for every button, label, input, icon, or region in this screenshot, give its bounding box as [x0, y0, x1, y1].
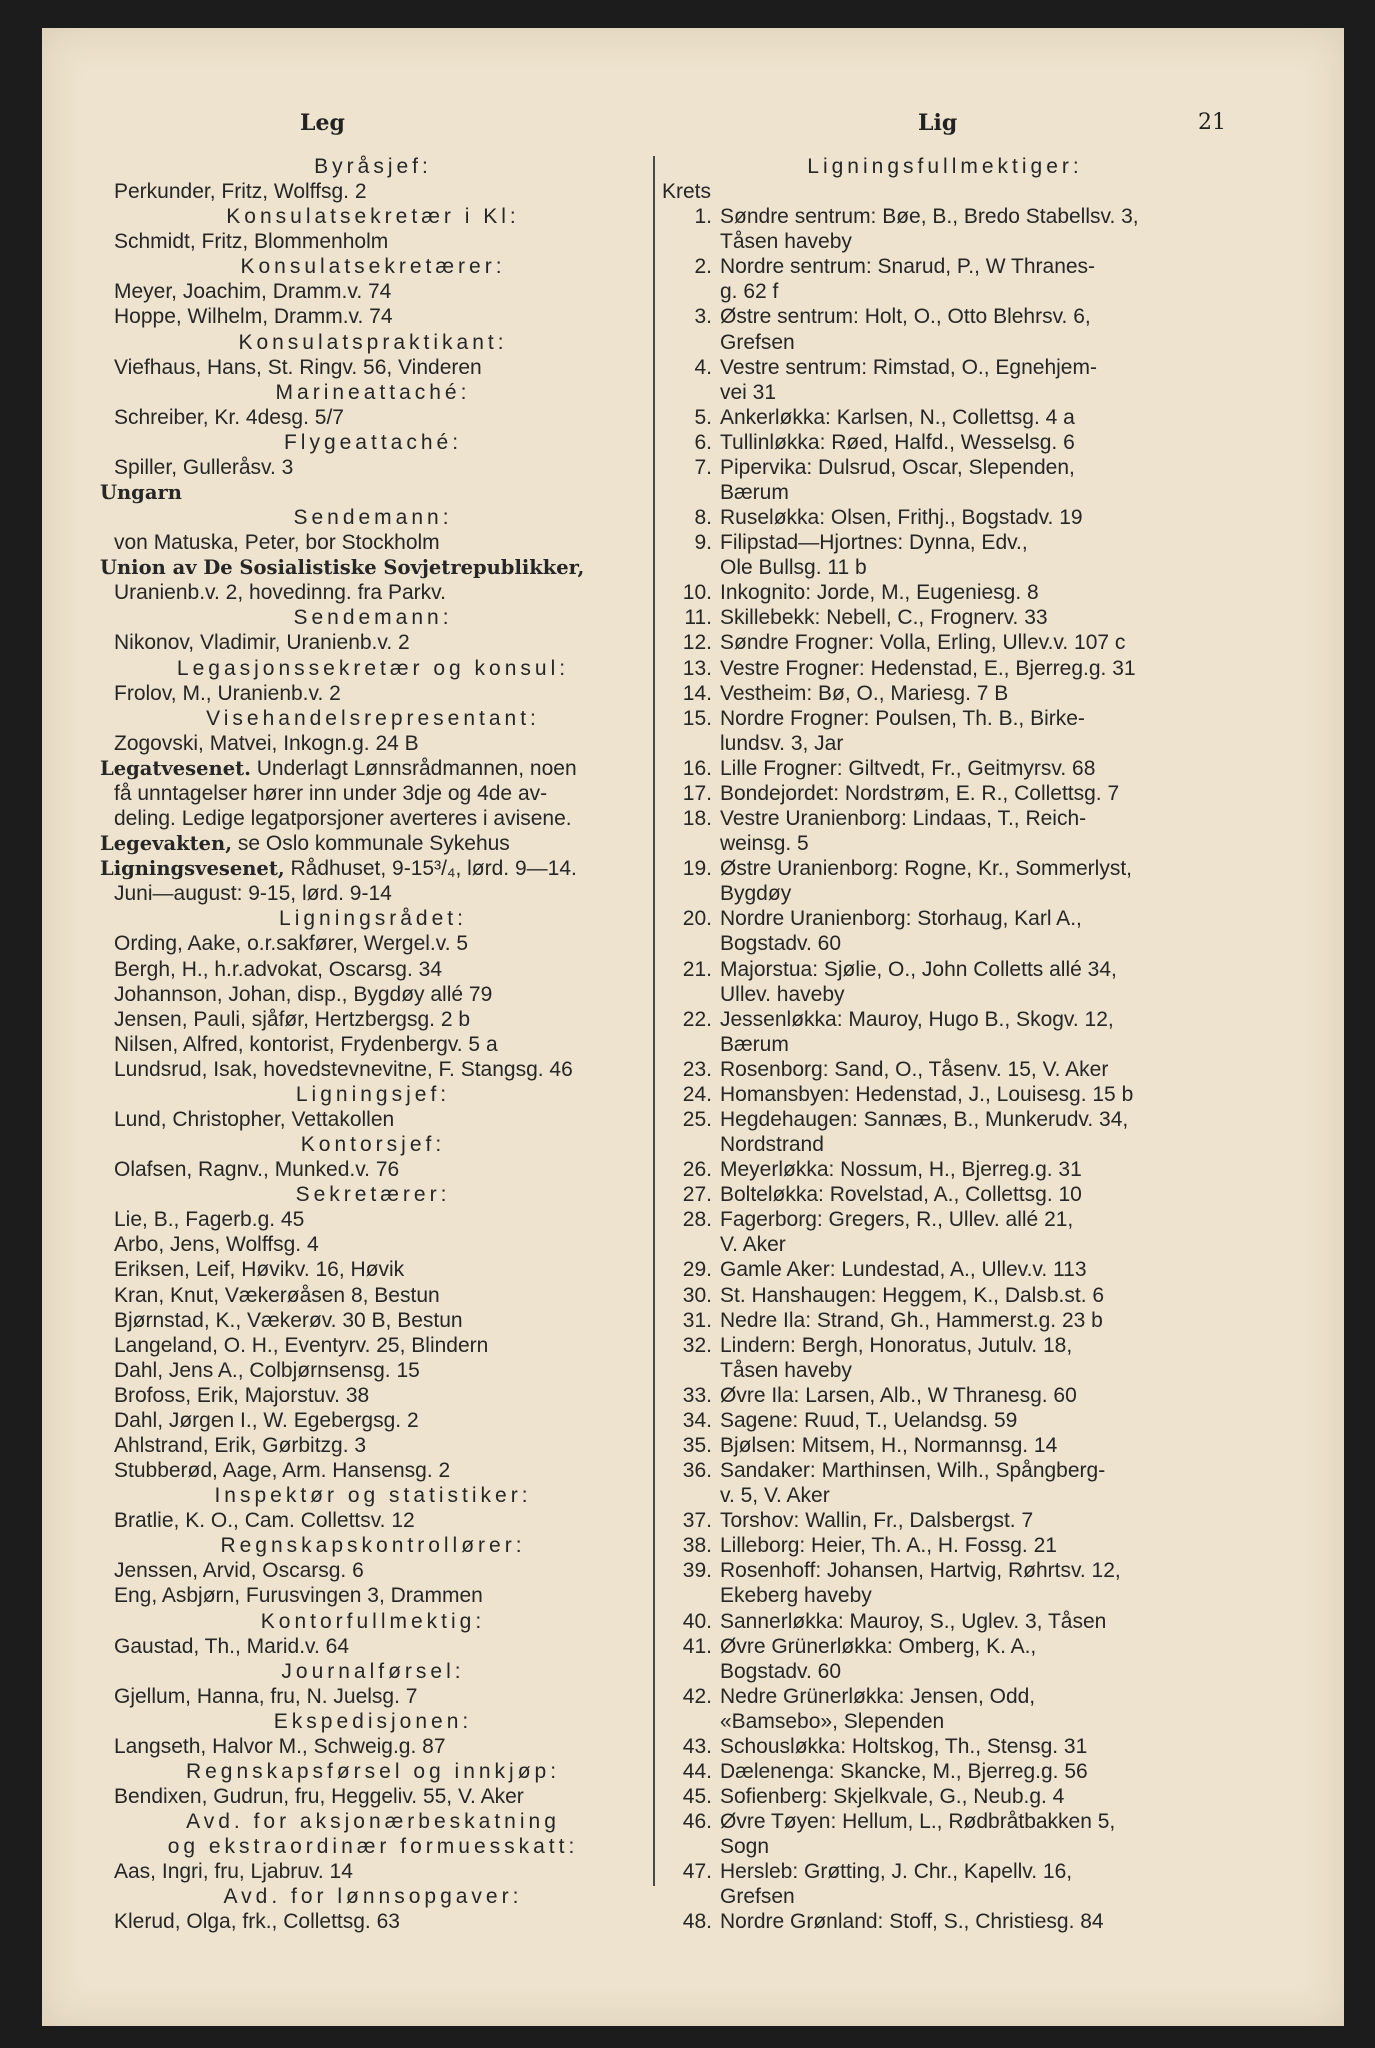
continuation-text: weinsg. 5 [720, 832, 809, 856]
district-entry [662, 806, 1228, 831]
district-number: 41. [682, 1634, 712, 1658]
directory-entry: Eriksen, Leif, Høvikv. 16, Høvik [114, 1258, 405, 1282]
directory-entry: Gjellum, Hanna, fru, N. Juelsg. 7 [114, 1684, 418, 1708]
district-number: 24. [682, 1082, 712, 1106]
district-number: 39. [682, 1559, 712, 1583]
district-number: 14. [682, 681, 712, 705]
district-entry [662, 1308, 1228, 1333]
district-entry [662, 1107, 1228, 1132]
district-number: 23. [682, 1057, 712, 1081]
district-text: Vestre Frogner: Hedenstad, E., Bjerreg.g. 31 [720, 656, 1136, 680]
district-entry [662, 1533, 1228, 1558]
district-continuation [662, 330, 1228, 355]
district-entry [662, 1809, 1228, 1834]
district-entry [662, 1408, 1228, 1433]
directory-entry: Hoppe, Wilhelm, Dramm.v. 74 [114, 305, 393, 329]
district-text: Øvre Ila: Larsen, Alb., W Thranesg. 60 [720, 1383, 1077, 1407]
district-number: 34. [682, 1408, 712, 1432]
section-heading: Avd. for aksjonærbeskatning [186, 1810, 560, 1834]
section-heading: Konsulatsekretær i Kl: [226, 205, 520, 229]
directory-entry: von Matuska, Peter, bor Stockholm [114, 531, 440, 555]
district-continuation [662, 279, 1228, 304]
directory-entry: Schreiber, Kr. 4desg. 5/7 [114, 405, 344, 429]
continuation-text: Nordstrand [720, 1133, 824, 1157]
continuation-text: Bogstadv. 60 [720, 1659, 842, 1683]
district-number: 19. [682, 857, 712, 881]
directory-entry: Arbo, Jens, Wolffsg. 4 [114, 1233, 319, 1257]
district-number: 32. [682, 1333, 712, 1357]
directory-entry: Lie, B., Fagerb.g. 45 [114, 1208, 305, 1232]
district-number: 42. [682, 1684, 712, 1708]
district-entry [662, 1207, 1228, 1232]
district-entry [662, 1458, 1228, 1483]
continuation-text: V. Aker [720, 1233, 786, 1257]
district-number: 7. [694, 455, 712, 479]
directory-entry: Perkunder, Fritz, Wolffsg. 2 [114, 180, 367, 204]
section-heading: Flygeattaché: [283, 430, 463, 454]
district-number: 25. [682, 1107, 712, 1131]
district-entry [662, 1859, 1228, 1884]
district-text: Inkognito: Jorde, M., Eugeniesg. 8 [720, 581, 1039, 605]
district-text: Hegdehaugen: Sannæs, B., Munkerudv. 34, [720, 1107, 1129, 1131]
directory-entry: Bratlie, K. O., Cam. Collettsv. 12 [114, 1509, 415, 1533]
district-text: Lilleborg: Heier, Th. A., H. Fossg. 21 [720, 1534, 1057, 1558]
district-text: Vestheim: Bø, O., Mariesg. 7 B [720, 681, 1009, 705]
district-continuation [662, 831, 1228, 856]
district-number: 10. [682, 581, 712, 605]
district-text: Nordre Grønland: Stoff, S., Christiesg. 84 [720, 1910, 1104, 1934]
district-number: 44. [682, 1760, 712, 1783]
district-continuation [662, 1834, 1228, 1859]
district-text: Nedre Grünerløkka: Jensen, Odd, [720, 1684, 1036, 1708]
district-text: Sofienberg: Skjelkvale, G., Neub.g. 4 [720, 1785, 1065, 1809]
directory-entry: Dahl, Jens A., Colbjørnsensg. 15 [114, 1358, 420, 1382]
section-heading: Sendemann: [293, 506, 453, 530]
directory-page [42, 28, 1344, 2026]
right-column [662, 154, 1228, 1935]
district-text: Ankerløkka: Karlsen, N., Collettsg. 4 a [720, 405, 1075, 429]
district-entry [662, 1909, 1228, 1934]
district-entry [662, 405, 1228, 430]
district-entry [662, 1734, 1228, 1759]
district-entry [662, 856, 1228, 881]
district-number: 5. [694, 405, 712, 429]
district-entry [662, 1057, 1228, 1082]
district-continuation [662, 229, 1228, 254]
directory-entry: Jensen, Pauli, sjåfør, Hertzbergsg. 2 b [114, 1007, 471, 1031]
district-number: 8. [694, 506, 712, 530]
directory-entry: Nikonov, Vladimir, Uranienb.v. 2 [114, 631, 410, 655]
section-heading: Regnskapsførsel og innkjøp: [185, 1760, 561, 1783]
section-heading: Visehandelsrepresentant: [206, 706, 540, 730]
district-entry [662, 430, 1228, 455]
district-number: 27. [682, 1183, 712, 1207]
district-text: Sandaker: Marthinsen, Wilh., Spångberg- [720, 1459, 1106, 1483]
directory-entry: Zogovski, Matvei, Inkogn.g. 24 B [114, 731, 419, 755]
section-heading: Byråsjef: [314, 155, 432, 178]
district-number: 31. [682, 1308, 712, 1332]
district-entry [662, 1157, 1228, 1182]
district-entry [662, 1333, 1228, 1358]
directory-entry: Stubberød, Aage, Arm. Hansensg. 2 [114, 1459, 451, 1483]
district-entry [662, 1082, 1228, 1107]
continuation-text: vei 31 [720, 380, 777, 404]
district-continuation [662, 982, 1228, 1007]
district-continuation [662, 1884, 1228, 1909]
district-entry [662, 1634, 1228, 1659]
district-entry [662, 455, 1228, 480]
district-number: 29. [682, 1258, 712, 1282]
district-continuation [662, 1583, 1228, 1608]
directory-entry: Olafsen, Ragnv., Munked.v. 76 [114, 1158, 400, 1182]
directory-entry: Meyer, Joachim, Dramm.v. 74 [114, 280, 392, 304]
district-text: Rosenborg: Sand, O., Tåsenv. 15, V. Aker [720, 1057, 1109, 1081]
district-text: Nedre Ila: Strand, Gh., Hammerst.g. 23 b [720, 1308, 1103, 1332]
district-entry [662, 706, 1228, 731]
continuation-text: Sogn [720, 1835, 770, 1859]
directory-entry: Ording, Aake, o.r.sakfører, Wergel.v. 5 [114, 932, 469, 956]
district-number: 33. [682, 1383, 712, 1407]
section-heading: Marineattaché: [275, 380, 471, 404]
district-number: 35. [682, 1433, 712, 1457]
district-continuation [662, 380, 1228, 405]
district-entry [662, 605, 1228, 630]
district-number: 9. [694, 531, 712, 555]
directory-entry: Jenssen, Arvid, Oscarsg. 6 [114, 1559, 364, 1583]
district-text: Skillebekk: Nebell, C., Frognerv. 33 [720, 606, 1048, 630]
directory-entry [100, 756, 646, 781]
entry-text: Underlagt Lønnsrådmannen, noen [250, 756, 577, 780]
section-heading: Konsulatspraktikant: [238, 330, 508, 354]
district-continuation [662, 1358, 1228, 1383]
directory-entry: Viefhaus, Hans, St. Ringv. 56, Vinderen [114, 355, 482, 379]
district-number: 15. [682, 706, 712, 730]
district-text: Hersleb: Grøtting, J. Chr., Kapellv. 16, [720, 1860, 1073, 1884]
district-number: 36. [682, 1459, 712, 1483]
section-heading: Konsulatsekretærer: [240, 255, 506, 279]
district-number: 37. [682, 1509, 712, 1533]
entry-text: Rådhuset, 9-15³/₄, lørd. 9—14. [284, 857, 577, 881]
section-heading: Inspektør og statistiker: [214, 1484, 532, 1508]
directory-entry: Bendixen, Gudrun, fru, Heggeliv. 55, V. Aker [114, 1785, 524, 1809]
directory-entry: Lundsrud, Isak, hovedstevnevitne, F. Stangsg. 46 [114, 1057, 573, 1081]
district-number: 2. [694, 255, 712, 279]
district-entry [662, 530, 1228, 555]
district-text: Meyerløkka: Nossum, H., Bjerreg.g. 31 [720, 1158, 1082, 1182]
district-entry [662, 204, 1228, 229]
directory-entry: Schmidt, Fritz, Blommenholm [114, 230, 389, 254]
district-entry [662, 1007, 1228, 1032]
district-number: 13. [682, 656, 712, 680]
district-text: Gamle Aker: Lundestad, A., Ullev.v. 113 [720, 1258, 1087, 1282]
directory-entry: Nilsen, Alfred, kontorist, Frydenbergv. 5 a [114, 1032, 498, 1056]
district-text: Homansbyen: Hedenstad, J., Louisesg. 15 b [720, 1082, 1134, 1106]
district-number: 30. [682, 1283, 712, 1307]
district-continuation [662, 931, 1228, 956]
continuation-text: Ole Bullsg. 11 b [720, 556, 867, 580]
continuation-text: Tåsen haveby [720, 1358, 852, 1382]
section-heading: Sendemann: [293, 606, 453, 630]
section-heading: Kontorsjef: [300, 1133, 446, 1157]
column-divider [653, 156, 655, 1886]
district-entry [662, 656, 1228, 681]
district-entry [662, 1283, 1228, 1308]
directory-entry [100, 856, 646, 881]
district-text: Ruseløkka: Olsen, Frithj., Bogstadv. 19 [720, 506, 1083, 530]
district-entry [662, 781, 1228, 806]
district-number: 16. [682, 756, 712, 780]
district-continuation [662, 1232, 1228, 1257]
directory-entry: Langseth, Halvor M., Schweig.g. 87 [114, 1734, 446, 1758]
district-number: 40. [682, 1609, 712, 1633]
continuation-text: g. 62 f [720, 280, 779, 304]
directory-entry: få unntagelser hører inn under 3dje og 4de av- [114, 781, 548, 805]
district-continuation [662, 1032, 1228, 1057]
district-number: 46. [682, 1810, 712, 1834]
header-center-keyword: Lig [918, 110, 958, 136]
section-heading: og ekstraordinær formuesskatt: [167, 1835, 579, 1859]
continuation-text: Tåsen haveby [720, 230, 852, 254]
district-entry [662, 630, 1228, 655]
district-number: 38. [682, 1534, 712, 1558]
district-number: 22. [682, 1007, 712, 1031]
page-number: 21 [1198, 110, 1226, 135]
district-number: 11. [684, 606, 712, 630]
district-continuation [662, 480, 1228, 505]
district-entry [662, 906, 1228, 931]
section-heading: Journalførsel: [281, 1659, 465, 1683]
directory-entry: Dahl, Jørgen I., W. Egebergsg. 2 [114, 1408, 419, 1432]
district-text: Bjølsen: Mitsem, H., Normannsg. 14 [720, 1433, 1058, 1457]
district-number: 3. [694, 305, 712, 329]
district-entry [662, 254, 1228, 279]
district-entry [662, 756, 1228, 781]
district-number: 17. [682, 781, 712, 805]
district-text: Bondejordet: Nordstrøm, E. R., Collettsg. 7 [720, 781, 1120, 805]
district-text: Jessenløkka: Mauroy, Hugo B., Skogv. 12, [720, 1007, 1114, 1031]
district-text: Fagerborg: Gregers, R., Ullev. allé 21, [720, 1208, 1074, 1232]
section-heading: Kontorfullmektig: [260, 1609, 486, 1633]
directory-entry: Uranienb.v. 2, hovedinng. fra Parkv. [114, 581, 446, 605]
section-heading: Ekspedisjonen: [273, 1709, 473, 1733]
district-text: St. Hanshaugen: Heggem, K., Dalsb.st. 6 [720, 1283, 1105, 1307]
district-entry [662, 1182, 1228, 1207]
directory-entry: Aas, Ingri, fru, Ljabruv. 14 [114, 1860, 353, 1884]
district-number: 48. [682, 1910, 712, 1934]
district-entry [662, 681, 1228, 706]
continuation-text: «Bamsebo», Slependen [720, 1709, 945, 1733]
organization-heading: Union av De Sosialistiske Sovjetrepublikker, [100, 556, 585, 580]
district-text: Tullinløkka: Røed, Halfd., Wesselsg. 6 [720, 430, 1075, 454]
district-text: Søndre sentrum: Bøe, B., Bredo Stabellsv. 3, [720, 205, 1139, 229]
directory-entry: Lund, Christopher, Vettakollen [114, 1107, 395, 1131]
district-continuation [662, 1132, 1228, 1157]
entry-keyword: Ligningsvesenet, [100, 857, 285, 881]
krets-label: Krets [662, 180, 712, 204]
district-number: 6. [694, 430, 712, 454]
district-number: 4. [694, 355, 712, 379]
section-heading: Ligningsfullmektiger: [807, 155, 1083, 178]
district-text: Torshov: Wallin, Fr., Dalsbergst. 7 [720, 1509, 1034, 1533]
district-text: Bolteløkka: Rovelstad, A., Collettsg. 10 [720, 1183, 1082, 1207]
continuation-text: Grefsen [720, 1885, 795, 1909]
district-continuation [662, 1483, 1228, 1508]
district-text: Pipervika: Dulsrud, Oscar, Slependen, [720, 455, 1075, 479]
district-number: 28. [682, 1208, 712, 1232]
header-left-keyword: Leg [300, 110, 345, 136]
section-heading: Avd. for lønnsopgaver: [223, 1885, 523, 1909]
district-entry [662, 1784, 1228, 1809]
organization-heading: Ungarn [100, 481, 182, 505]
district-text: Nordre Uranienborg: Storhaug, Karl A., [720, 907, 1082, 931]
section-heading: Legasjonssekretær og konsul: [176, 656, 570, 680]
district-number: 26. [682, 1158, 712, 1182]
continuation-text: Ekeberg haveby [720, 1584, 872, 1608]
district-text: Sagene: Ruud, T., Uelandsg. 59 [720, 1408, 1018, 1432]
district-number: 45. [682, 1785, 712, 1809]
continuation-text: Bærum [720, 481, 789, 505]
district-number: 43. [682, 1734, 712, 1758]
district-entry [662, 355, 1228, 380]
district-text: Nordre sentrum: Snarud, P., W Thranes- [720, 255, 1096, 279]
continuation-text: Grefsen [720, 330, 795, 354]
directory-entry: Ahlstrand, Erik, Gørbitzg. 3 [114, 1433, 367, 1457]
district-entry [662, 580, 1228, 605]
district-number: 18. [682, 807, 712, 831]
directory-entry: Kran, Knut, Vækerøåsen 8, Bestun [114, 1283, 440, 1307]
directory-entry: Bergh, H., h.r.advokat, Oscarsg. 34 [114, 957, 442, 981]
district-text: Filipstad—Hjortnes: Dynna, Edv., [720, 531, 1028, 555]
district-entry [662, 1558, 1228, 1583]
district-text: Øvre Tøyen: Hellum, L., Rødbråtbakken 5, [720, 1810, 1116, 1834]
district-number: 21. [682, 957, 712, 981]
district-text: Søndre Frogner: Volla, Erling, Ullev.v. 107 c [720, 631, 1126, 655]
district-text: Sannerløkka: Mauroy, S., Uglev. 3, Tåsen [720, 1609, 1107, 1633]
district-text: Lille Frogner: Giltvedt, Fr., Geitmyrsv. 68 [720, 756, 1096, 780]
district-number: 20. [682, 907, 712, 931]
district-text: Lindern: Bergh, Honoratus, Jutulv. 18, [720, 1333, 1073, 1357]
district-entry [662, 1609, 1228, 1634]
district-text: Øvre Grünerløkka: Omberg, K. A., [720, 1634, 1037, 1658]
district-text: Vestre sentrum: Rimstad, O., Egnehjem- [720, 355, 1097, 379]
district-entry [662, 304, 1228, 329]
district-entry [662, 1684, 1228, 1709]
entry-keyword: Legevakten, [100, 832, 233, 856]
continuation-text: Bærum [720, 1032, 789, 1056]
district-entry [662, 1257, 1228, 1282]
left-column [100, 154, 646, 1935]
directory-entry [100, 831, 646, 856]
district-entry [662, 957, 1228, 982]
district-number: 47. [682, 1860, 712, 1884]
continuation-text: Ullev. haveby [720, 982, 845, 1006]
district-number: 12. [682, 631, 712, 655]
district-text: Dælenenga: Skancke, M., Bjerreg.g. 56 [720, 1760, 1088, 1783]
district-continuation [662, 731, 1228, 756]
directory-entry: Juni—august: 9-15, lørd. 9-14 [114, 882, 392, 906]
district-text: Majorstua: Sjølie, O., John Colletts allé 34, [720, 957, 1117, 981]
section-heading: Sekretærer: [295, 1183, 451, 1207]
directory-entry: Brofoss, Erik, Majorstuv. 38 [114, 1383, 370, 1407]
district-continuation [662, 881, 1228, 906]
directory-entry: Langeland, O. H., Eventyrv. 25, Blindern [114, 1333, 489, 1357]
district-entry [662, 1383, 1228, 1408]
district-text: Rosenhoff: Johansen, Hartvig, Røhrtsv. 12, [720, 1559, 1121, 1583]
entry-text: se Oslo kommunale Sykehus [232, 832, 510, 856]
continuation-text: v. 5, V. Aker [720, 1484, 830, 1508]
district-entry [662, 1433, 1228, 1458]
district-text: Nordre Frogner: Poulsen, Th. B., Birke- [720, 706, 1085, 730]
district-text: Østre Uranienborg: Rogne, Kr., Sommerlyst, [720, 857, 1132, 881]
district-number: 1. [694, 205, 712, 229]
district-text: Schousløkka: Holtskog, Th., Stensg. 31 [720, 1734, 1088, 1758]
district-entry [662, 505, 1228, 530]
directory-entry: Bjørnstad, K., Vækerøv. 30 B, Bestun [114, 1308, 463, 1332]
entry-keyword: Legatvesenet. [100, 756, 251, 780]
directory-entry: Gaustad, Th., Marid.v. 64 [114, 1634, 349, 1658]
directory-entry: Eng, Asbjørn, Furusvingen 3, Drammen [114, 1584, 483, 1608]
section-heading: Regnskapskontrollører: [220, 1534, 526, 1558]
directory-entry: Klerud, Olga, frk., Collettsg. 63 [114, 1910, 400, 1934]
continuation-text: Bygdøy [720, 882, 792, 906]
district-continuation [662, 1659, 1228, 1684]
section-heading: Ligningsjef: [295, 1082, 451, 1106]
directory-entry: Johannson, Johan, disp., Bygdøy allé 79 [114, 982, 493, 1006]
section-heading: Ligningsrådet: [279, 907, 467, 931]
district-continuation [662, 1709, 1228, 1734]
district-text: Østre sentrum: Holt, O., Otto Blehrsv. 6, [720, 305, 1091, 329]
district-entry [662, 1508, 1228, 1533]
directory-entry: deling. Ledige legatporsjoner averteres i avisene. [114, 807, 572, 831]
continuation-text: lundsv. 3, Jar [720, 731, 844, 755]
directory-entry: Frolov, M., Uranienb.v. 2 [114, 681, 341, 705]
continuation-text: Bogstadv. 60 [720, 932, 842, 956]
directory-entry: Spiller, Gulleråsv. 3 [114, 455, 294, 479]
district-entry [662, 1759, 1228, 1784]
district-text: Vestre Uranienborg: Lindaas, T., Reich- [720, 807, 1087, 831]
district-continuation [662, 555, 1228, 580]
